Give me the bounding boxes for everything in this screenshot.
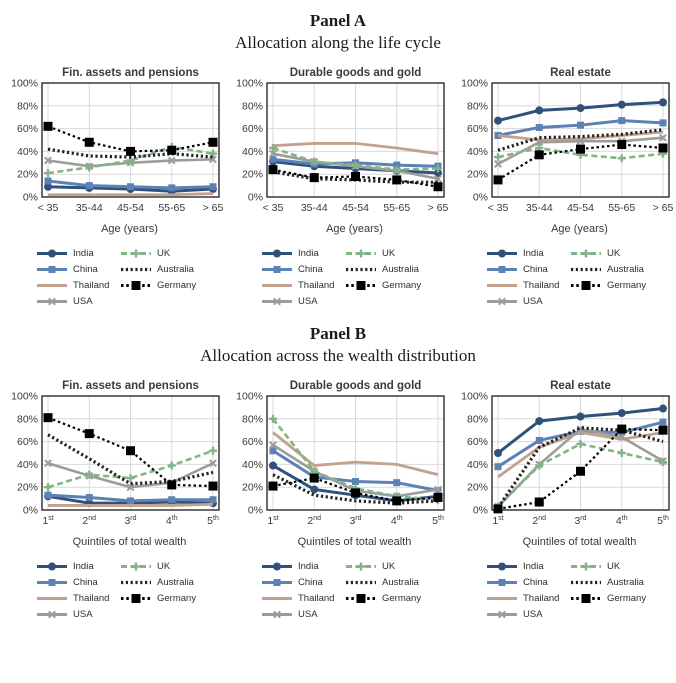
svg-text:2nd: 2nd: [307, 515, 322, 527]
svg-text:55-65: 55-65: [383, 202, 411, 214]
india-line-sample-icon: [486, 561, 518, 572]
svg-text:< 35: < 35: [487, 202, 509, 214]
thailand-line-sample-icon: [486, 593, 518, 604]
legend-item-usa: [486, 606, 570, 622]
y-axis-ticks: [11, 78, 38, 204]
legend-item-uk: [570, 245, 670, 261]
chart-title: Real estate: [550, 380, 611, 392]
legend-item-china: [36, 261, 120, 277]
australia-line-sample-icon: [570, 264, 602, 275]
svg-text:> 65: > 65: [202, 202, 224, 214]
chart-durable-goods-and-gold: [233, 66, 450, 222]
svg-text:0%: 0%: [22, 504, 38, 517]
uk-line-sample-icon: [570, 248, 602, 259]
legend-label-australia: Australia: [382, 576, 419, 588]
legend-label-australia: Australia: [157, 576, 194, 588]
thailand-line-sample-icon: [486, 280, 518, 291]
x-axis-ticks: [492, 515, 669, 527]
legend-item-india: [36, 558, 120, 574]
svg-text:60%: 60%: [241, 123, 263, 136]
svg-text:40%: 40%: [16, 458, 38, 471]
uk-line-sample-icon: [345, 248, 377, 259]
svg-text:4th: 4th: [615, 515, 628, 527]
svg-text:80%: 80%: [241, 413, 263, 426]
svg-text:100%: 100%: [461, 77, 488, 90]
uk-line-sample-icon: [120, 248, 152, 259]
australia-line-sample-icon: [345, 264, 377, 275]
legend-label-india: India: [523, 560, 544, 572]
svg-text:1st: 1st: [42, 515, 54, 527]
svg-text:35-44: 35-44: [300, 202, 328, 214]
usa-line-sample-icon: [36, 296, 68, 307]
svg-text:40%: 40%: [241, 145, 263, 158]
uk-line-sample-icon: [345, 561, 377, 572]
svg-text:80%: 80%: [16, 100, 38, 113]
svg-text:100%: 100%: [11, 390, 38, 403]
panel-a-subtitle: Allocation along the life cycle: [235, 33, 441, 52]
panel-a: [0, 10, 676, 309]
svg-text:4th: 4th: [390, 515, 403, 527]
usa-line-sample-icon: [36, 609, 68, 620]
svg-text:60%: 60%: [241, 436, 263, 449]
legend-label-australia: Australia: [382, 263, 419, 275]
x-axis-ticks: [38, 202, 224, 214]
svg-text:1st: 1st: [267, 515, 279, 527]
series-thailand: [48, 194, 213, 195]
panel-b-header: [0, 323, 676, 367]
svg-text:> 65: > 65: [427, 202, 449, 214]
india-line-sample-icon: [486, 248, 518, 259]
svg-text:5th: 5th: [657, 515, 669, 527]
legend-item-australia: [570, 574, 670, 590]
germany-line-sample-icon: [570, 280, 602, 291]
svg-text:45-54: 45-54: [567, 202, 594, 214]
legend-item-china: [486, 261, 570, 277]
x-axis-label: Age (years): [326, 223, 383, 235]
usa-line-sample-icon: [261, 296, 293, 307]
x-axis-ticks: [42, 515, 219, 527]
legend-item-uk: [570, 558, 670, 574]
legend-item-india: [261, 558, 345, 574]
svg-text:20%: 20%: [16, 481, 38, 494]
chart-block-fin-assets-and-pensions: [0, 66, 225, 309]
legend: [36, 558, 225, 622]
legend-item-uk: [120, 558, 220, 574]
x-axis-label: Age (years): [551, 223, 608, 235]
legend-label-usa: USA: [73, 295, 93, 307]
legend-label-uk: UK: [157, 560, 171, 572]
australia-line-sample-icon: [120, 264, 152, 275]
panel-b: [0, 323, 676, 622]
legend-label-usa: USA: [298, 608, 318, 620]
legend-label-china: China: [523, 263, 548, 275]
chart-durable-goods-and-gold: [233, 379, 450, 535]
legend: [486, 245, 675, 309]
svg-text:60%: 60%: [466, 436, 488, 449]
legend-label-thailand: Thailand: [298, 279, 335, 291]
x-axis-label: Age (years): [101, 223, 158, 235]
legend-item-australia: [345, 261, 445, 277]
china-line-sample-icon: [261, 577, 293, 588]
uk-line-sample-icon: [570, 561, 602, 572]
legend-label-china: China: [298, 263, 323, 275]
chart-block-fin-assets-and-pensions: [0, 379, 225, 622]
germany-line-sample-icon: [345, 593, 377, 604]
svg-text:80%: 80%: [466, 413, 488, 426]
chart-block-real-estate: [450, 379, 675, 622]
x-axis-label: Quintiles of total wealth: [297, 536, 412, 548]
svg-text:3rd: 3rd: [574, 515, 587, 527]
legend-item-germany: [345, 277, 445, 293]
legend-label-india: India: [298, 247, 319, 259]
y-axis-ticks: [236, 391, 263, 517]
legend-item-thailand: [261, 277, 345, 293]
svg-text:60%: 60%: [16, 123, 38, 136]
legend-item-germany: [120, 590, 220, 606]
legend-item-germany: [120, 277, 220, 293]
legend-item-thailand: [486, 277, 570, 293]
china-line-sample-icon: [261, 264, 293, 275]
legend-label-china: China: [523, 576, 548, 588]
legend-label-usa: USA: [73, 608, 93, 620]
australia-line-sample-icon: [345, 577, 377, 588]
legend: [261, 245, 450, 309]
legend-label-australia: Australia: [607, 263, 644, 275]
panel-b-chart-row: [0, 379, 676, 622]
svg-text:40%: 40%: [466, 145, 488, 158]
legend-item-india: [486, 558, 570, 574]
panel-a-title: Panel A: [309, 11, 367, 30]
svg-text:45-54: 45-54: [117, 202, 144, 214]
svg-text:20%: 20%: [241, 481, 263, 494]
svg-text:1st: 1st: [492, 515, 504, 527]
svg-text:20%: 20%: [241, 168, 263, 181]
chart-real-estate: [458, 379, 675, 535]
thailand-line-sample-icon: [36, 280, 68, 291]
legend-label-india: India: [73, 560, 94, 572]
legend-item-thailand: [261, 590, 345, 606]
svg-text:35-44: 35-44: [525, 202, 553, 214]
legend: [36, 245, 225, 309]
india-line-sample-icon: [36, 248, 68, 259]
svg-text:0%: 0%: [472, 191, 488, 204]
india-line-sample-icon: [261, 248, 293, 259]
svg-text:80%: 80%: [241, 100, 263, 113]
legend-label-germany: Germany: [607, 592, 647, 604]
legend-item-china: [261, 574, 345, 590]
chart-block-durable-goods-and-gold: [225, 66, 450, 309]
legend-label-china: China: [73, 263, 98, 275]
legend-label-germany: Germany: [157, 592, 197, 604]
legend-item-usa: [36, 293, 120, 309]
svg-text:80%: 80%: [16, 413, 38, 426]
svg-text:100%: 100%: [11, 77, 38, 90]
svg-text:20%: 20%: [16, 168, 38, 181]
svg-text:2nd: 2nd: [82, 515, 97, 527]
chart-real-estate: [458, 66, 675, 222]
chart-title: Durable goods and gold: [289, 380, 422, 392]
chart-block-real-estate: [450, 66, 675, 309]
uk-line-sample-icon: [120, 561, 152, 572]
svg-text:40%: 40%: [466, 458, 488, 471]
thailand-line-sample-icon: [36, 593, 68, 604]
svg-text:100%: 100%: [461, 390, 488, 403]
legend-item-thailand: [36, 590, 120, 606]
china-line-sample-icon: [36, 577, 68, 588]
thailand-line-sample-icon: [261, 593, 293, 604]
india-line-sample-icon: [261, 561, 293, 572]
legend-label-thailand: Thailand: [298, 592, 335, 604]
y-axis-ticks: [11, 391, 38, 517]
legend-item-uk: [120, 245, 220, 261]
legend-item-australia: [345, 574, 445, 590]
svg-text:2nd: 2nd: [532, 515, 547, 527]
legend-label-india: India: [523, 247, 544, 259]
svg-text:< 35: < 35: [37, 202, 59, 214]
germany-line-sample-icon: [345, 280, 377, 291]
legend-label-india: India: [298, 560, 319, 572]
legend-item-germany: [570, 590, 670, 606]
x-axis-ticks: [267, 515, 444, 527]
legend-item-germany: [570, 277, 670, 293]
x-axis-label: Quintiles of total wealth: [522, 536, 637, 548]
chart-title: Durable goods and gold: [289, 67, 422, 79]
legend-label-thailand: Thailand: [73, 592, 110, 604]
svg-text:45-54: 45-54: [342, 202, 369, 214]
svg-text:> 65: > 65: [652, 202, 674, 214]
germany-line-sample-icon: [570, 593, 602, 604]
y-axis-ticks: [236, 78, 263, 204]
legend: [486, 558, 675, 622]
panel-b-subtitle: Allocation across the wealth distribution: [200, 346, 476, 365]
legend-label-uk: UK: [382, 560, 396, 572]
legend-item-usa: [36, 606, 120, 622]
svg-text:20%: 20%: [466, 481, 488, 494]
germany-line-sample-icon: [120, 280, 152, 291]
germany-line-sample-icon: [120, 593, 152, 604]
svg-text:40%: 40%: [16, 145, 38, 158]
legend-item-china: [261, 261, 345, 277]
svg-text:100%: 100%: [236, 390, 263, 403]
svg-text:55-65: 55-65: [608, 202, 636, 214]
legend-label-uk: UK: [157, 247, 171, 259]
legend-item-thailand: [36, 277, 120, 293]
legend-label-thailand: Thailand: [73, 279, 110, 291]
svg-text:40%: 40%: [241, 458, 263, 471]
thailand-line-sample-icon: [261, 280, 293, 291]
legend-item-china: [36, 574, 120, 590]
y-axis-ticks: [461, 78, 488, 204]
legend-item-germany: [345, 590, 445, 606]
legend-item-australia: [570, 261, 670, 277]
usa-line-sample-icon: [486, 296, 518, 307]
panel-a-header: [0, 10, 676, 54]
legend-item-uk: [345, 558, 445, 574]
series-thailand: [48, 504, 213, 505]
svg-text:3rd: 3rd: [124, 515, 137, 527]
usa-line-sample-icon: [486, 609, 518, 620]
legend-label-germany: Germany: [382, 592, 422, 604]
chart-fin-assets-and-pensions: [8, 379, 225, 535]
australia-line-sample-icon: [570, 577, 602, 588]
svg-text:60%: 60%: [16, 436, 38, 449]
svg-text:55-65: 55-65: [158, 202, 186, 214]
svg-text:0%: 0%: [22, 191, 38, 204]
svg-text:100%: 100%: [236, 77, 263, 90]
legend-item-australia: [120, 574, 220, 590]
australia-line-sample-icon: [120, 577, 152, 588]
legend-item-australia: [120, 261, 220, 277]
svg-text:60%: 60%: [466, 123, 488, 136]
chart-block-durable-goods-and-gold: [225, 379, 450, 622]
legend-label-usa: USA: [523, 608, 543, 620]
legend-label-thailand: Thailand: [523, 592, 560, 604]
legend-label-thailand: Thailand: [523, 279, 560, 291]
gridlines: [42, 83, 219, 197]
india-line-sample-icon: [36, 561, 68, 572]
legend-label-australia: Australia: [157, 263, 194, 275]
svg-text:35-44: 35-44: [75, 202, 103, 214]
legend-item-uk: [345, 245, 445, 261]
svg-text:0%: 0%: [247, 504, 263, 517]
legend-label-usa: USA: [298, 295, 318, 307]
legend-label-uk: UK: [607, 247, 621, 259]
legend-item-usa: [486, 293, 570, 309]
legend-item-india: [261, 245, 345, 261]
legend-label-china: China: [298, 576, 323, 588]
legend-item-india: [36, 245, 120, 261]
legend-label-germany: Germany: [157, 279, 197, 291]
legend-label-germany: Germany: [607, 279, 647, 291]
svg-text:< 35: < 35: [262, 202, 284, 214]
usa-line-sample-icon: [261, 609, 293, 620]
chart-title: Fin. assets and pensions: [62, 380, 199, 392]
legend-item-china: [486, 574, 570, 590]
legend-label-uk: UK: [382, 247, 396, 259]
legend-label-germany: Germany: [382, 279, 422, 291]
legend: [261, 558, 450, 622]
legend-item-india: [486, 245, 570, 261]
svg-text:0%: 0%: [472, 504, 488, 517]
legend-label-india: India: [73, 247, 94, 259]
legend-label-uk: UK: [607, 560, 621, 572]
chart-title: Fin. assets and pensions: [62, 67, 199, 79]
chart-fin-assets-and-pensions: [8, 66, 225, 222]
svg-text:5th: 5th: [432, 515, 444, 527]
legend-item-usa: [261, 293, 345, 309]
svg-text:4th: 4th: [165, 515, 178, 527]
y-axis-ticks: [461, 391, 488, 517]
chart-title: Real estate: [550, 67, 611, 79]
svg-text:0%: 0%: [247, 191, 263, 204]
china-line-sample-icon: [36, 264, 68, 275]
legend-label-australia: Australia: [607, 576, 644, 588]
svg-text:5th: 5th: [207, 515, 219, 527]
legend-item-thailand: [486, 590, 570, 606]
x-axis-ticks: [488, 202, 674, 214]
svg-text:20%: 20%: [466, 168, 488, 181]
legend-label-china: China: [73, 576, 98, 588]
svg-text:3rd: 3rd: [349, 515, 362, 527]
x-axis-ticks: [263, 202, 449, 214]
x-axis-label: Quintiles of total wealth: [72, 536, 187, 548]
svg-text:80%: 80%: [466, 100, 488, 113]
legend-label-usa: USA: [523, 295, 543, 307]
china-line-sample-icon: [486, 577, 518, 588]
china-line-sample-icon: [486, 264, 518, 275]
legend-item-usa: [261, 606, 345, 622]
panel-a-chart-row: [0, 66, 676, 309]
panel-b-title: Panel B: [309, 324, 367, 343]
